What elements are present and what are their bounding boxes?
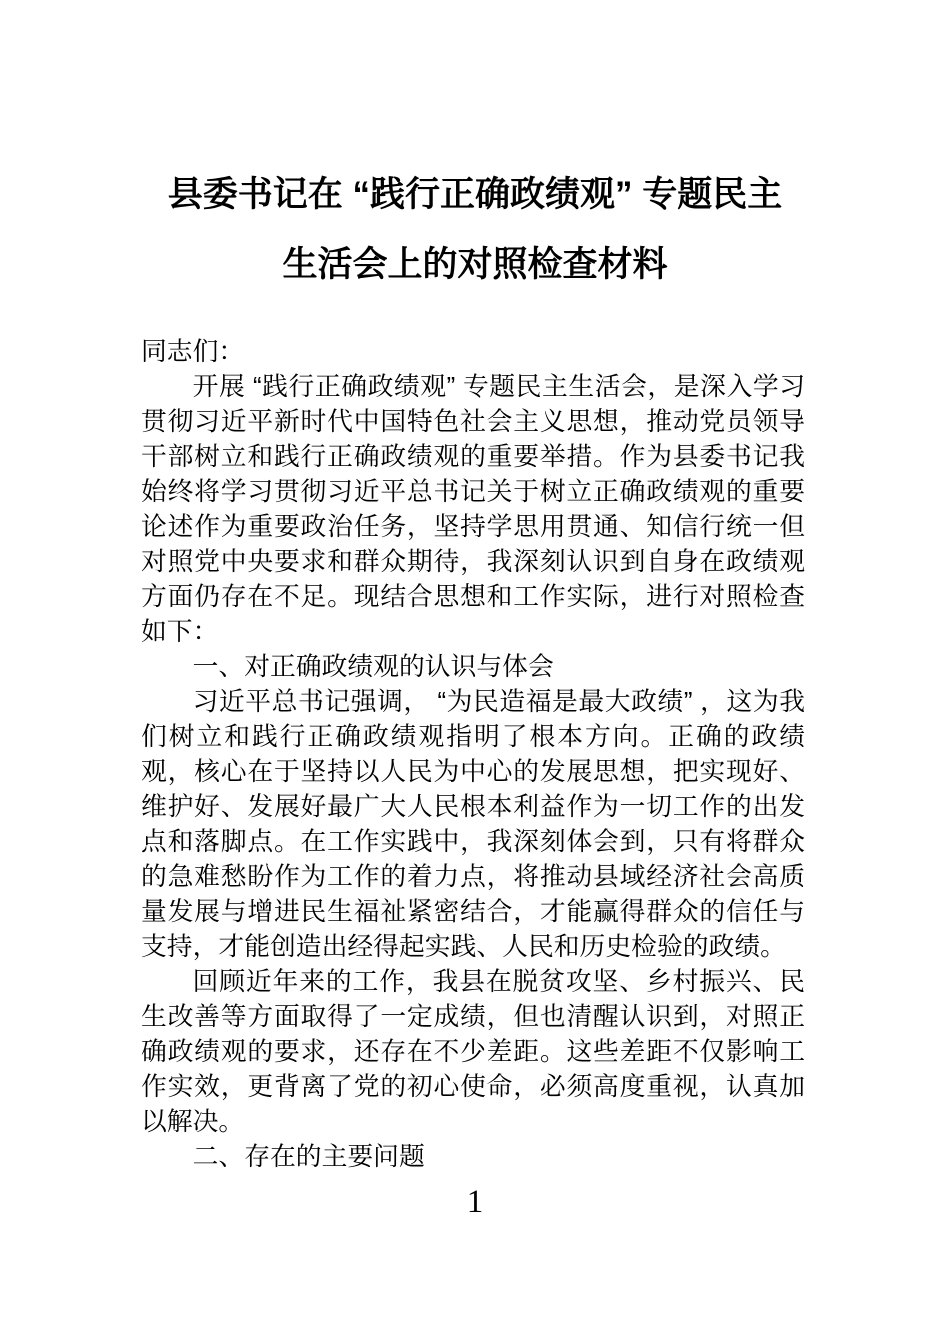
paragraph: 同志们：	[141, 338, 245, 366]
paragraph: 回顾近年来的工作，我县在脱贫攻坚、乡村振兴、民生改善等方面取得了一定成绩，但也清醒认识到，对照正确政绩观的要求，还存在不少差距。这些差距不仅影响工作实效，更背离了党的初心使命，必须高度重视，认真加以解决。	[141, 968, 805, 1136]
document-title-line-1: 县委书记在 “践行正确政绩观” 专题民主	[167, 175, 783, 214]
section-heading: 二、存在的主要问题	[192, 1143, 425, 1171]
document-body	[141, 335, 805, 1175]
document-title-line-2: 生活会上的对照检查材料	[282, 245, 668, 284]
page-number: 1	[466, 1184, 484, 1220]
paragraph: 开展 “践行正确政绩观” 专题民主生活会，是深入学习贯彻习近平新时代中国特色社会主义思想，推动党员领导干部树立和践行正确政绩观的重要举措。作为县委书记我始终将学习贯彻习近平总书记关于树立正确政绩观的重要论述作为重要政治任务，坚持学思用贯通、知信行统一但对照党中央要求和群众期待，我深刻认识到自身在政绩观方面仍存在不足。现结合思想和工作实际，进行对照检查如下：	[141, 373, 805, 646]
paragraph: 习近平总书记强调， “为民造福是最大政绩” ，这为我们树立和践行正确政绩观指明了根本方向。正确的政绩观，核心在于坚持以人民为中心的发展思想，把实现好、维护好、发展好最广大人民根本利益作为一切工作的出发点和落脚点。在工作实践中，我深刻体会到，只有将群众的急难愁盼作为工作的着力点，将推动县域经济社会高质量发展与增进民生福祉紧密结合，才能赢得群众的信任与支持，才能创造出经得起实践、人民和历史检验的政绩。	[141, 688, 805, 961]
section-heading: 一、对正确政绩观的认识与体会	[192, 653, 554, 681]
document-title	[142, 160, 808, 300]
